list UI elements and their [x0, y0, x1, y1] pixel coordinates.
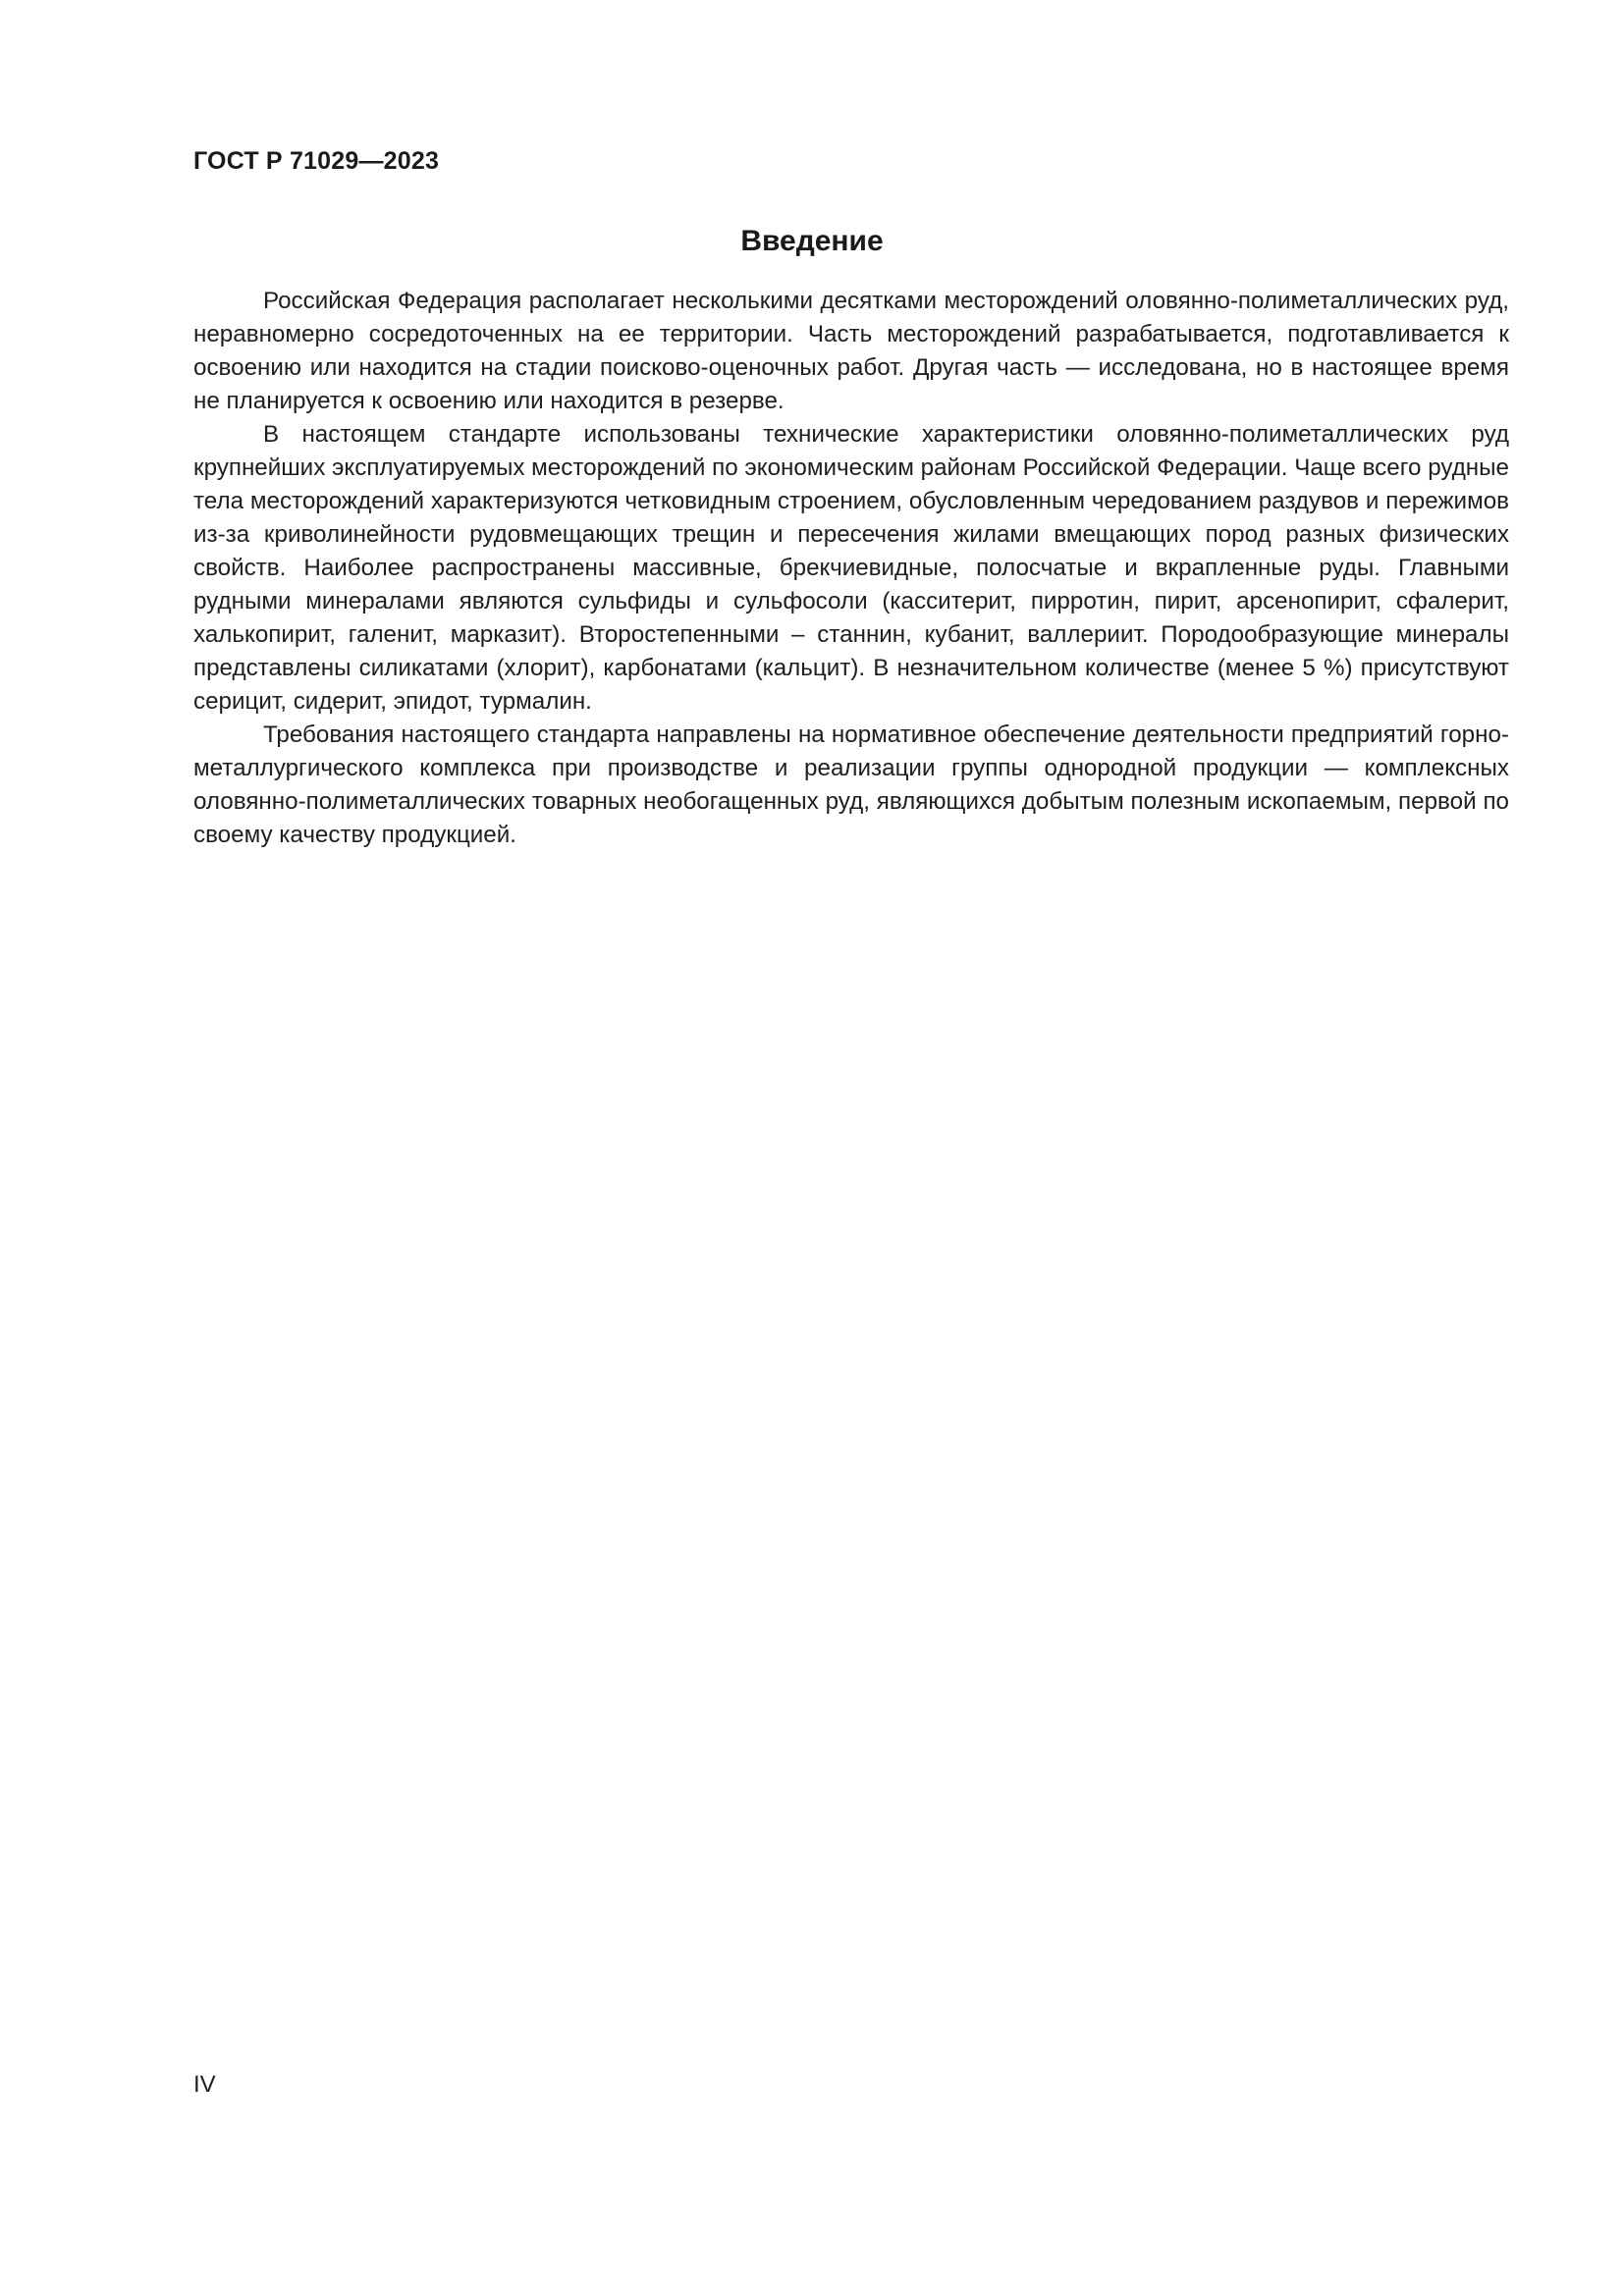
section-title: Введение [740, 225, 884, 257]
section-body [193, 285, 1509, 852]
paragraph-1: Российская Федерация располагает несколькими десятками месторождений оловянно-полиметаллических руд, неравномерно сосредоточенных на ее территории. Часть месторождений разрабатывается, подготавливается к освоению или находится на стадии поисково-оценочных работ. Другая часть — исследована, но в настоящее время не планируется к освоению или находится в резерве. [193, 288, 1509, 414]
page-number: IV [193, 2071, 216, 2098]
paragraph-2: В настоящем стандарте использованы технические характеристики оловянно-полиметаллических руд крупнейших эксплуатируемых месторождений по экономическим районам Российской Федерации. Чаще всего рудные тела месторождений характеризуются четковидным строением, обусловленным чередованием раздувов и пережимов из-за криволинейности рудовмещающих трещин и пересечения жилами вмещающих пород разных физических свойств. Наиболее распространены массивные, брекчиевидные, полосчатые и вкрапленные руды. Главными рудными минералами являются сульфиды и сульфосоли (касситерит, пирротин, пирит, арсенопирит, сфалерит, халькопирит, галенит, марказит). Второстепенными – станнин, кубанит, валлериит. Породообразующие минералы представлены силикатами (хлорит), карбонатами (кальцит). В незначительном количестве (менее 5 %) присутствуют серицит, сидерит, эпидот, турмалин. [193, 421, 1509, 715]
paragraph-3: Требования настоящего стандарта направлены на нормативное обеспечение деятельности предприятий горно-металлургического комплекса при производстве и реализации группы однородной продукции — комплексных оловянно-полиметаллических товарных необогащенных руд, являющихся добытым полезным ископаемым, первой по своему качеству продукцией. [193, 721, 1509, 848]
document-code: ГОСТ Р 71029—2023 [193, 147, 440, 175]
